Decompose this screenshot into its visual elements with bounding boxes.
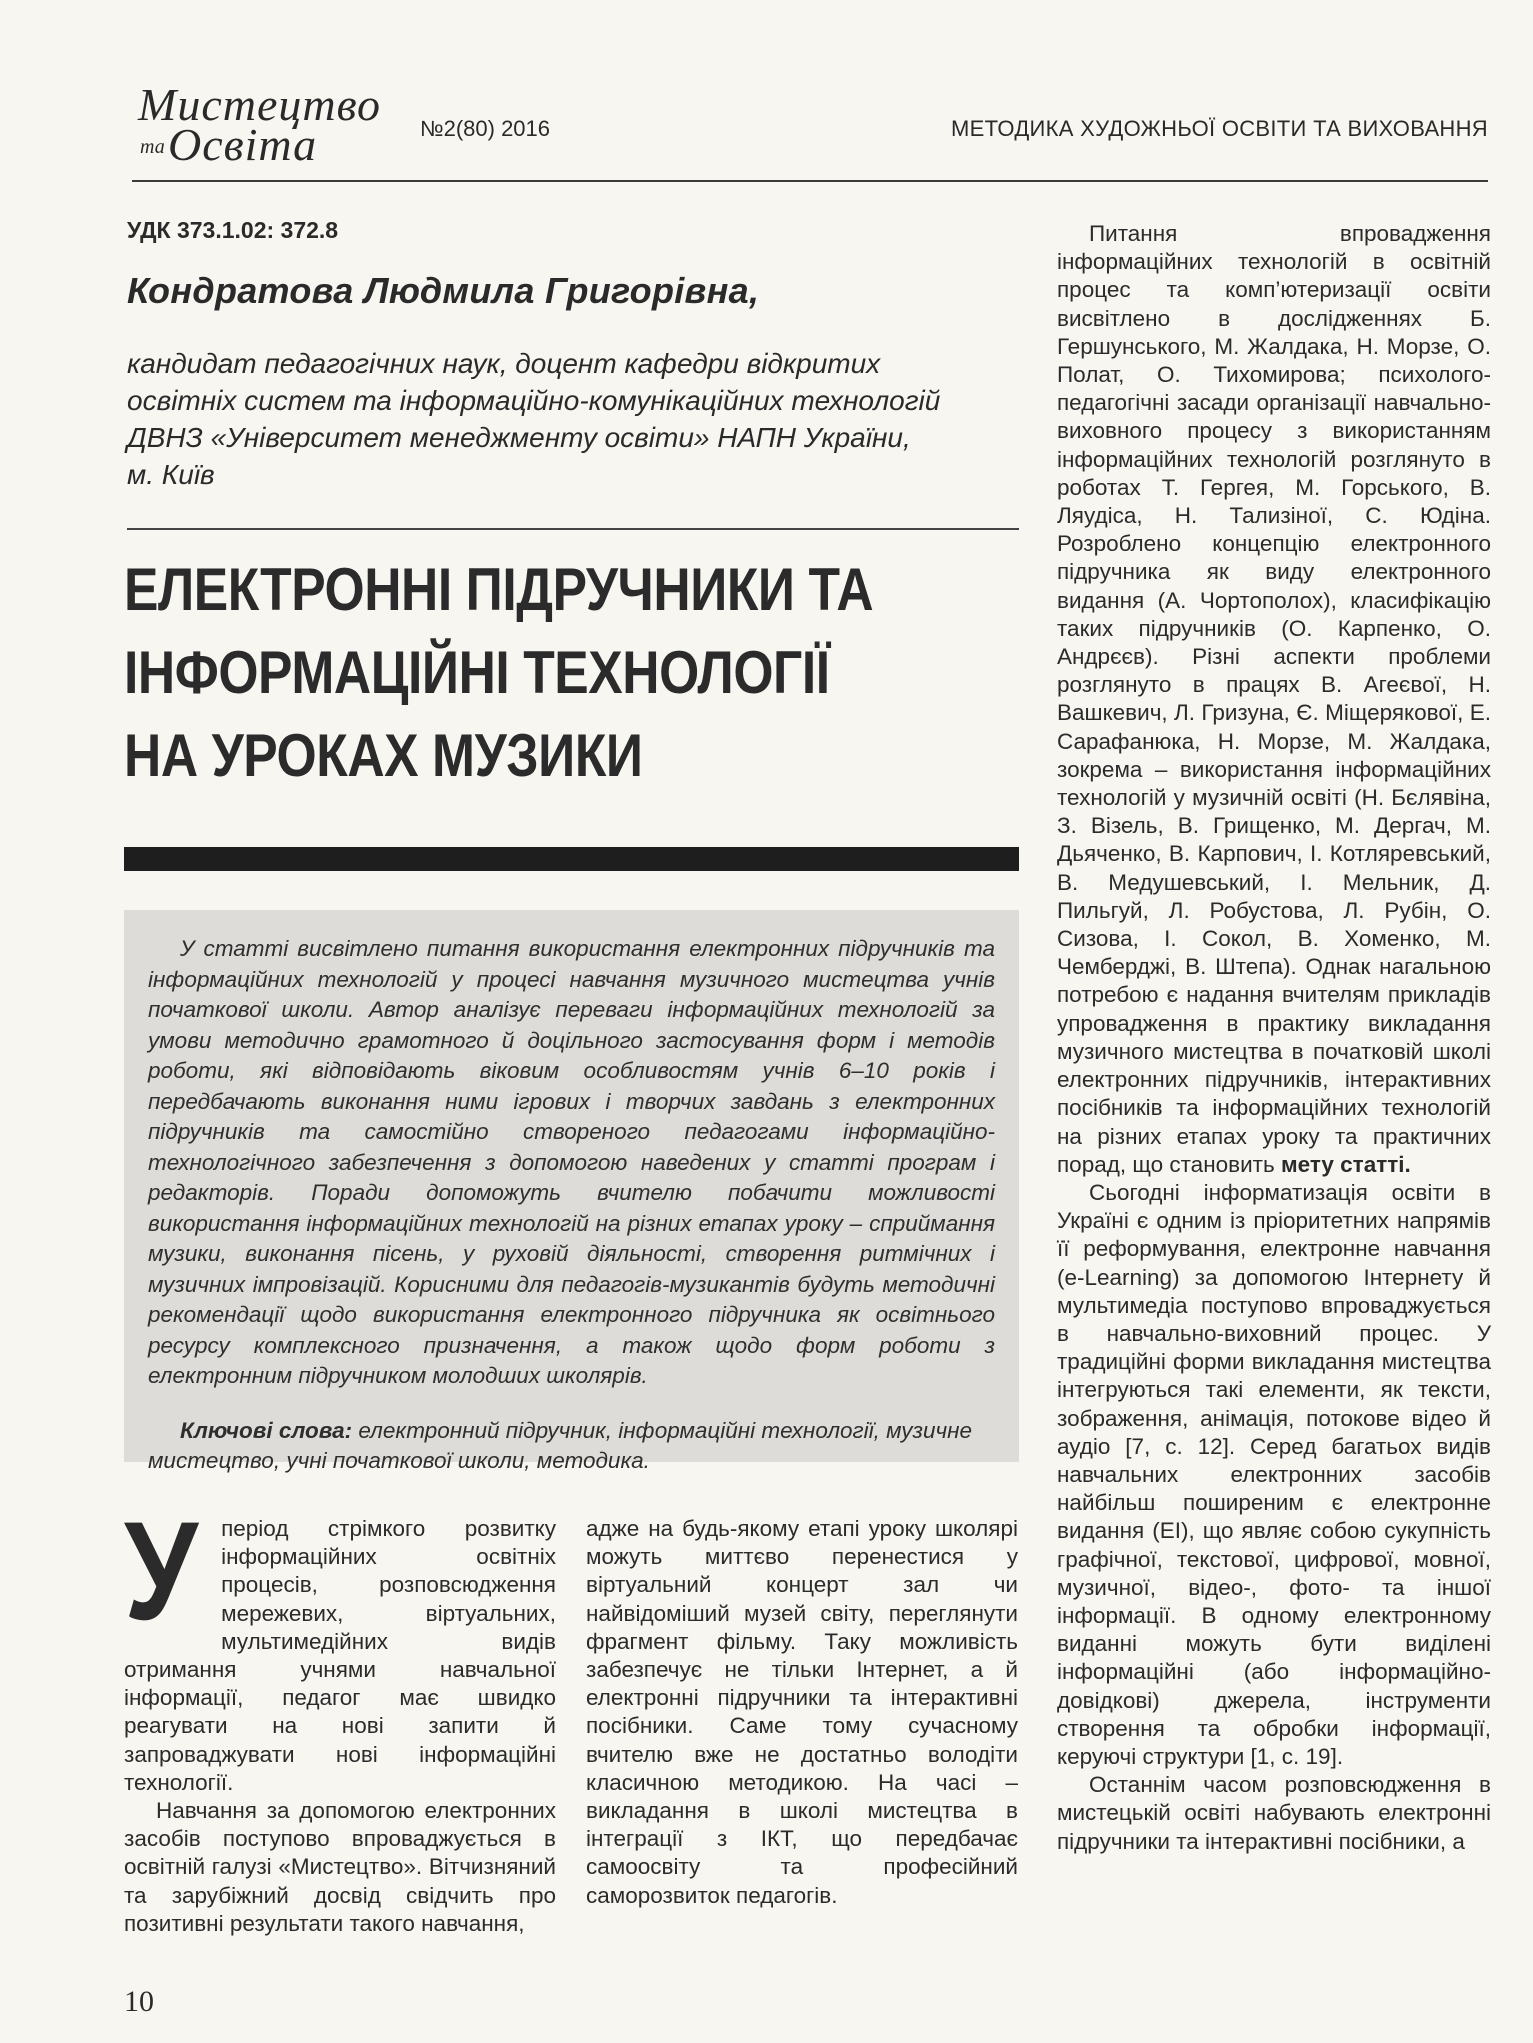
keywords-text: електронний підручник, інформаційні технології, музичне мистецтво, учні початкової школи, методика. <box>148 1417 973 1473</box>
udk-code: УДК 373.1.02: 372.8 <box>127 217 339 243</box>
author-name: Кондратова Людмила Григорівна, <box>127 270 760 311</box>
body-column-middle <box>586 1515 1018 1910</box>
affiliation-line: м. Київ <box>127 459 215 490</box>
paragraph-text: період стрімкого розвитку інформаційних освітніх процесів, розповсюдження мережевих, віртуальних, мультимедійних видів отримання учнями навчальної інформації, педагог має швидко реагувати на нові запити й запроваджувати нові інформаційні технології. <box>124 1516 556 1795</box>
title-line: НА УРОКАХ МУЗИКИ <box>124 722 643 789</box>
keywords <box>148 1416 995 1477</box>
affiliation-line: ДВНЗ «Університет менеджменту освіти» НАПН України, <box>127 422 911 453</box>
body-column-left <box>124 1492 556 1938</box>
drop-cap: У <box>124 1492 199 1649</box>
page-number: 10 <box>124 1985 154 2018</box>
logo-ta: та <box>140 136 165 158</box>
header-divider <box>132 180 1488 182</box>
bold-phrase: мету статті. <box>1280 1151 1411 1177</box>
journal-logo <box>132 78 381 170</box>
paragraph <box>124 1492 556 1797</box>
paragraph: Останнім часом розповсюдження в мистецькій освіті набувають електронні підручники та інтерактивні посібники, а <box>1057 1772 1491 1854</box>
article-title <box>124 548 898 797</box>
paragraph: адже на будь-якому етапі уроку школярі можуть миттєво перенестися у віртуальний концерт зал чи найвідоміший музей світу, переглянути фрагмент фільму. Таку можливість забезпечує не тільки Інтернет, а й електронні підручники та інтерактивні посібники. Саме тому сучасному вчителю вже не достатньо володіти класичною методикою. На часі – викладання в школі мистецтва в інтеграції з ІКТ, що передбачає самоосвіту та професійний саморозвиток педагогів. <box>586 1516 1018 1908</box>
title-divider <box>127 528 1019 530</box>
issue-number: №2(80) 2016 <box>420 116 551 141</box>
title-bar <box>124 847 1019 871</box>
affiliation-line: кандидат педагогічних наук, доцент кафедри відкритих <box>127 348 881 379</box>
abstract-box <box>124 910 1019 1473</box>
abstract-text: У статті висвітлено питання використання електронних підручників та інформаційних технологій у процесі навчання музичного мистецтва учнів початкової школи. Автор аналізує переваги інформаційних технологій за умови методично грамотного й доцільного застосування форм і методів роботи, які відповідають віковим особливостям учнів 6–10 років і передбачають виконання ними ігрових і творчих завдань з електронних підручників та самостійно створеного педагогами інформаційно-технологічного забезпечення з допомогою наведених у статті програм і редакторів. Поради допоможуть вчителю побачити можливості використання інформаційних технологій на різних етапах уроку – сприймання музики, виконання пісень, у руховій діяльності, створення ритмічних і музичних імпровізацій. Корисними для педагогів-музикантів будуть методичні рекомендації щодо використання електронного підручника як освітнього ресурсу комплексного призначення, а також щодо форм роботи з електронним підручником молодших школярів. <box>148 936 995 1388</box>
title-line: ІНФОРМАЦІЙНІ ТЕХНОЛОГІЇ <box>124 639 830 706</box>
section-title: МЕТОДИКА ХУДОЖНЬОЇ ОСВІТИ ТА ВИХОВАННЯ <box>951 116 1488 141</box>
title-line: ЕЛЕКТРОННІ ПІДРУЧНИКИ ТА <box>124 556 874 623</box>
paragraph-text: Питання впровадження інформаційних технологій в освітній процес та комп’ютеризації освіти висвітлено в дослідженнях Б. Гершунського, М. Жалдака, Н. Морзе, О. Полат, О. Тихомирова; психолого-педагогічні засади організації навчально-виховного процесу з використанням інформаційних технологій розглянуто в роботах Т. Гергея, М. Горського, В. Ляудіса, Н. Тализіної, С. Юдіна. Розроблено концепцію електронного підручника як виду електронного видання (А. Чортополох), класифікацію таких підручників (О. Карпенко, О. Андрєєв). Різні аспекти проблеми розглянуто в працях В. Агеєвої, Н. Вашкевич, Л. Гризуна, Є. Міщерякової, Е. Сарафанюка, Н. Морзе, М. Жалдака, зокрема – використання інформаційних технологій у музичній освіті (Н. Бєлявіна, З. Візель, В. Грищенко, М. Дергач, М. Дьяченко, В. Карпович, І. Котляревський, В. Медушевський, І. Мельник, Д. Пильгуй, Л. Робустова, Л. Рубін, О. Сизова, І. Сокол, В. Хоменко, М. Чемберджі, В. Штепа). Однак нагальною потребою є надання вчителям прикладів упровадження в практику викладання музичного мистецтва в початковій школі електронних підручників, інтерактивних посібників та інформаційних технологій на різних етапах уроку та практичних порад, що становить <box>1057 221 1491 1177</box>
logo-line2: Освіта <box>168 119 318 170</box>
paragraph: Сьогодні інформатизація освіти в Україні є одним із пріоритетних напрямів її реформування, електронне навчання (e-Learning) за допомогою Інтернету й мультимедіа поступово впроваджується в навчально-виховний процес. У традиційні форми викладання мистецтва інтегруються такі елементи, як тексти, зображення, анімація, потокове відео й аудіо [7, с. 12]. Серед багатьох видів навчальних електронних засобів найбільш поширеним є електронне видання (ЕІ), що являє собою сукупність графічної, текстової, цифрової, мовної, музичної, відео-, фото- та іншої інформації. В одному електронному виданні можуть бути виділені інформаційні (або інформаційно-довідкові) джерела, інструменти створення та обробки інформації, керуючі структури [1, с. 19]. <box>1057 1179 1491 1769</box>
paragraph: Навчання за допомогою електронних засобів поступово впроваджується в освітній галузі «Мистецтво». Вітчизняний та зарубіжний досвід свідчить про позитивні результати такого навчання, <box>124 1798 556 1936</box>
affiliation-line: освітніх систем та інформаційно-комунікаційних технологій <box>127 385 941 416</box>
author-affiliation <box>127 345 1027 493</box>
logo-line1: Мистецтво <box>138 79 381 130</box>
body-column-right <box>1057 220 1491 1856</box>
keywords-label: Ключові слова: <box>180 1417 353 1443</box>
paragraph <box>1057 220 1491 1179</box>
